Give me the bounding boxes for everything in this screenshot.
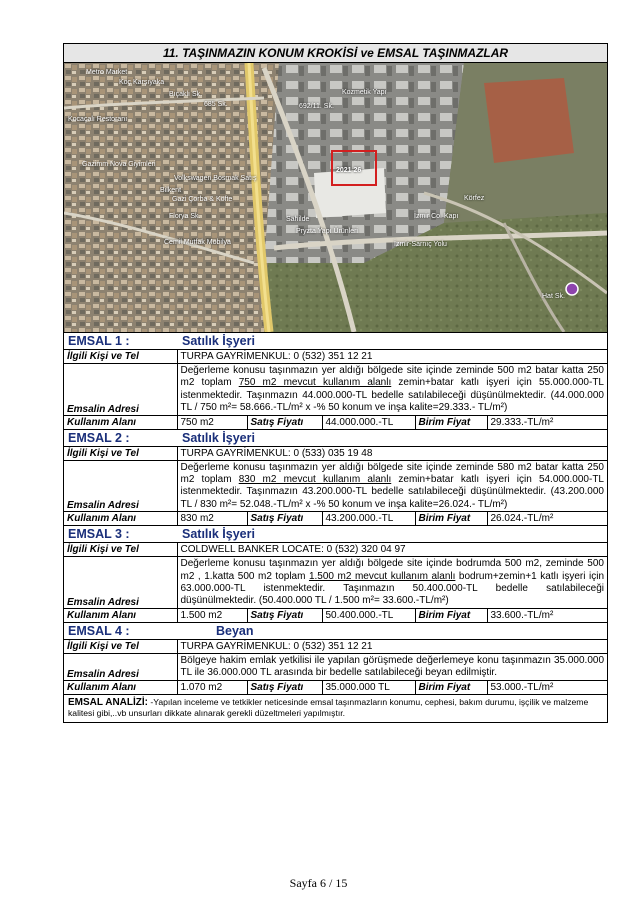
- map-label: Florya Sk.: [169, 213, 201, 220]
- description-text: Bölgeye hakim emlak yetkilisi ile yapılan görüşmede değerlemeye konu taşınmazın 35.000.000 TL ile 36.000.000 TL arasında bir bedelle satılabileceği beyan edilmiştir.: [180, 654, 604, 679]
- emsal-number: EMSAL 1 :: [68, 334, 130, 348]
- map-label: Pryzta Yapı Ürünleri: [296, 228, 358, 235]
- contact-value: TURPA GAYRİMENKUL: 0 (532) 351 12 21: [177, 350, 607, 364]
- contact-value: TURPA GAYRİMENKUL: 0 (532) 351 12 21: [177, 640, 607, 654]
- area-value: 830 m2: [177, 512, 247, 526]
- contact-row: [64, 447, 607, 461]
- analysis-text: -Yapılan inceleme ve tetkikler neticesinde emsal taşınmazların konumu, cephesi, bakım durumu, işçilik ve malzeme kalitesi gibi,..vb unsurları dikkate alınarak gerekli düzeltmeleri yapılmıştır.: [68, 696, 589, 718]
- unit-price-value: 29.333.-TL/m²: [487, 415, 607, 429]
- emsal-type: Beyan: [216, 623, 254, 638]
- emsal-number: EMSAL 3 :: [68, 527, 130, 542]
- emsal-list: [64, 333, 607, 695]
- description-text-rest: zemin+batar katlı işyeri için 55.000.000-TL istenmektedir. Taşınmazın 44.000.000-TL bedelle satılabileceği düşünülmektedir. (44.000.000 TL / 750 m²= 58.666.-TL/m² x -% 50 konum ve inşa kalite=29.333.- TL/m²): [180, 377, 604, 414]
- price-value: 50.400.000.-TL: [322, 608, 415, 622]
- contact-label: İlgili Kişi ve Tel: [64, 543, 177, 557]
- price-label: Satış Fiyatı: [247, 512, 322, 526]
- unit-price-label: Birim Fiyat: [415, 680, 487, 694]
- emsal-block: [64, 623, 607, 695]
- description-area-underlined: 830 m2 mevcut kullanım alanlı: [238, 474, 392, 486]
- emsal-type: Satılık İşyeri: [182, 334, 255, 348]
- address-label: Emsalin Adresi: [64, 364, 177, 416]
- map-label: Gazimm Nova Giyimleri: [82, 161, 156, 168]
- area-label: Kullanım Alanı: [64, 512, 177, 526]
- map-label: 692/11. Sk.: [299, 103, 334, 110]
- emsal-block: [64, 526, 607, 623]
- emsal-header: [64, 623, 607, 640]
- emsal-header: [64, 333, 607, 350]
- price-label: Satış Fiyatı: [247, 680, 322, 694]
- map-label: İzmir-Sarnıç Yolu: [394, 241, 447, 248]
- unit-price-value: 26.024.-TL/m²: [487, 512, 607, 526]
- address-row: [64, 653, 607, 680]
- price-value: 35.000.000 TL: [322, 680, 415, 694]
- values-row: [64, 608, 607, 622]
- emsal-number: EMSAL 2 :: [68, 430, 130, 445]
- map-label: Koç Karşıyaka: [119, 79, 165, 86]
- address-label: Emsalin Adresi: [64, 460, 177, 512]
- emsal-type: Satılık İşyeri: [182, 430, 255, 445]
- section-title: 11. TAŞINMAZIN KONUM KROKİSİ ve EMSAL TAŞINMAZLAR: [64, 44, 607, 63]
- area-value: 750 m2: [177, 415, 247, 429]
- emsal-header: [64, 430, 607, 447]
- contact-value: TURPA GAYRİMENKUL: 0 (533) 035 19 48: [177, 447, 607, 461]
- contact-label: İlgili Kişi ve Tel: [64, 350, 177, 364]
- map-label: Kocaçalı Restoranı: [68, 116, 128, 123]
- description-text-rest: zemin+batar katlı işyeri için 54.000.000-TL istenmektedir. Taşınmazın 43.200.000-TL bedelle satılabileceği düşünülmektedir. (43.200.000 TL / 830 m²= 52.048.-TL/m² x -% 50 konum ve inşa kalite=26.024.- TL/m²): [180, 474, 604, 510]
- map-label: Volkswagen Bosmak Satış: [174, 175, 257, 182]
- unit-price-label: Birim Fiyat: [415, 415, 487, 429]
- price-label: Satış Fiyatı: [247, 415, 322, 429]
- emsal-number: EMSAL 4 :: [68, 623, 130, 638]
- emsal-description: [177, 460, 607, 512]
- description-text-rest: bodrum+zemin+1 katlı işyeri için 63.000.000-TL istenmektedir. Taşınmazın 50.400.000-TL bedelle satılabileceği düşünülmektedir. (50.400.000 TL / 1.500 m²= 33.600.-TL/m²): [180, 570, 605, 607]
- emsal-analysis: [64, 695, 607, 722]
- unit-price-label: Birim Fiyat: [415, 512, 487, 526]
- map-label: Sahilde: [286, 216, 310, 223]
- map-label: Metro Market: [86, 69, 128, 76]
- emsal-type: Satılık İşyeri: [182, 527, 255, 542]
- price-value: 44.000.000.-TL: [322, 415, 415, 429]
- contact-label: İlgili Kişi ve Tel: [64, 447, 177, 461]
- emsal-table: [64, 350, 607, 430]
- description-area-underlined: 750 m2 mevcut kullanım alanlı: [238, 377, 392, 389]
- area-label: Kullanım Alanı: [64, 608, 177, 622]
- address-row: [64, 364, 607, 416]
- emsal-block: [64, 333, 607, 430]
- area-value: 1.500 m2: [177, 608, 247, 622]
- contact-row: [64, 543, 607, 557]
- map-label: Hat Sk.: [542, 293, 565, 300]
- emsal-table: [64, 543, 607, 623]
- emsal-header: [64, 526, 607, 543]
- unit-price-value: 33.600.-TL/m²: [487, 608, 607, 622]
- document-frame: [63, 43, 608, 723]
- map-label: 685 Sk.: [204, 101, 228, 108]
- address-label: Emsalin Adresi: [64, 557, 177, 609]
- contact-label: İlgili Kişi ve Tel: [64, 640, 177, 654]
- contact-row: [64, 350, 607, 364]
- page-number: Sayfa 6 / 15: [289, 876, 348, 890]
- area-label: Kullanım Alanı: [64, 680, 177, 694]
- satellite-map-image: [64, 63, 607, 332]
- location-map[interactable]: [64, 63, 607, 333]
- emsal-description: [177, 557, 607, 609]
- subject-parcel-label: 2021 26: [336, 167, 362, 174]
- area-value: 1.070 m2: [177, 680, 247, 694]
- emsal-description: [177, 364, 607, 416]
- values-row: [64, 680, 607, 694]
- emsal-description: [177, 653, 607, 680]
- price-value: 43.200.000.-TL: [322, 512, 415, 526]
- address-row: [64, 557, 607, 609]
- unit-price-value: 53.000.-TL/m²: [487, 680, 607, 694]
- description-area-underlined: 1.500 m2 mevcut kullanım alanlı: [308, 570, 456, 582]
- description-text: Değerleme konusu taşınmazın yer aldığı bölgede site içinde bodrumda 500 m2, zeminde 500 m2 , 1.katta 500 m2 toplam: [180, 558, 604, 582]
- analysis-label: EMSAL ANALİZİ:: [68, 696, 148, 708]
- description-text: Değerleme konusu taşınmazın yer aldığı bölgede site içinde zeminde 500 m2 batar katta 250 m2 toplam: [180, 365, 604, 389]
- map-label: Bilkent: [160, 187, 182, 194]
- contact-value: COLDWELL BANKER LOCATE: 0 (532) 320 04 97: [177, 543, 607, 557]
- emsal-table: [64, 640, 607, 695]
- values-row: [64, 415, 607, 429]
- area-label: Kullanım Alanı: [64, 415, 177, 429]
- address-row: [64, 460, 607, 512]
- map-label: Cemil Mutfak Mobilya: [164, 239, 231, 246]
- map-label: Gazi Çorba & Köfte: [172, 196, 233, 203]
- contact-row: [64, 640, 607, 654]
- price-label: Satış Fiyatı: [247, 608, 322, 622]
- values-row: [64, 512, 607, 526]
- description-text: Değerleme konusu taşınmazın yer aldığı bölgede site içinde zeminde 580 m2 batar katta 250 m2 toplam: [180, 461, 604, 486]
- map-label: Kozmetik Yapı: [342, 89, 387, 96]
- address-label: Emsalin Adresi: [64, 653, 177, 680]
- emsal-block: [64, 430, 607, 527]
- unit-price-label: Birim Fiyat: [415, 608, 487, 622]
- map-label: İzmir Co. Kapı: [414, 213, 459, 220]
- map-label: Körfez: [464, 195, 485, 202]
- map-label: Bıçaklı Sk.: [169, 91, 203, 98]
- emsal-table: [64, 447, 607, 527]
